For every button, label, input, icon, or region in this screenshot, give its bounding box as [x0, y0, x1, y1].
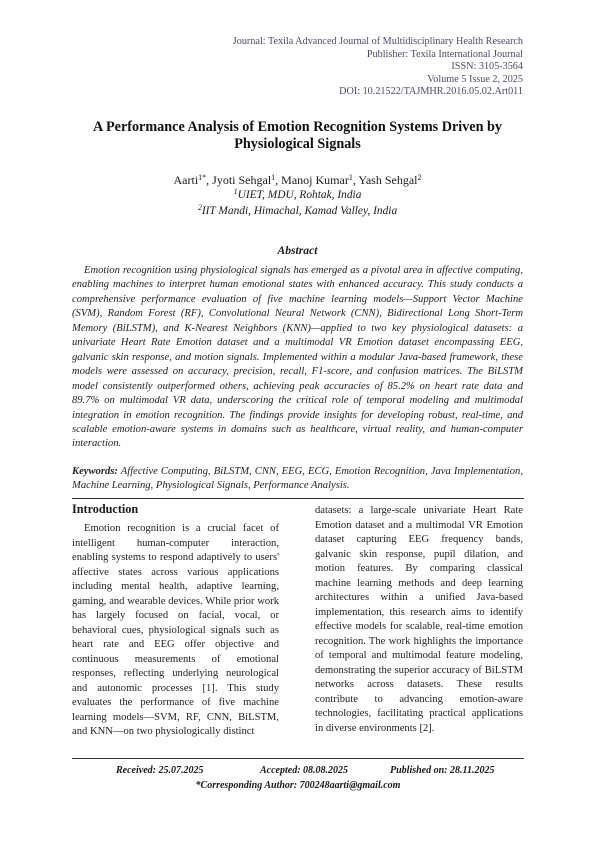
affiliation-mark: 1: [233, 187, 238, 196]
affiliation-mark: 2: [197, 203, 202, 212]
introduction-heading: Introduction: [72, 502, 139, 516]
journal-publisher: Publisher: Texila International Journal: [366, 48, 523, 60]
author-affiliation-mark: 1: [348, 173, 353, 182]
received-date: Received: 25.07.2025: [116, 765, 204, 776]
corresponding-author: *Corresponding Author: 700248aarti@gmail.com: [195, 780, 401, 791]
abstract-heading: Abstract: [277, 244, 318, 257]
author-list: Aarti$^{1*}$, Jyoti Sehgal$^1$, Manoj Kumar$^1$, Yash Sehgal$^2$: [173, 173, 422, 187]
introduction-left-column: Emotion recognition is a crucial facet of intelligent human-computer interaction, enabling systems to respond adaptively to users' affective states across various applications including mental health, adaptive learning, gaming, and wearable devices. While prior work has largely focused on facial, vocal, or behavioral cues, physiological signals such as heart rate and EEG offer objective and continuous measurements of emotional responses, reflecting underlying neurological and autonomic processes [1]. This study evaluates the performance of five machine learning models—SVM, RF, CNN, BiLSTM, and KNN—on two physiologically distinct: [72, 523, 279, 737]
affiliation-text: IIT Mandi, Himachal, Kamad Valley, India: [201, 205, 398, 217]
author-name: Manoj Kumar: [281, 173, 349, 187]
author-name: Jyoti Sehgal: [212, 173, 272, 187]
affiliation-1: [70, 188, 525, 202]
keywords-label: Keywords:: [72, 466, 118, 477]
author-name: Aarti: [173, 173, 199, 187]
author-name: Yash Sehgal: [358, 173, 418, 187]
author-affiliation-mark: 1: [271, 173, 276, 182]
introduction-right-column: datasets: a large-scale univariate Heart Rate Emotion dataset and a multimodal VR Emotion dataset capturing EEG frequency bands, galvanic skin response, pupil dilation, and motion features. By comparing classical machine learning methods and deep learning architectures within a unified Java-based implementation, this research aims to identify effective models for scalable, real-time emotion recognition. The work highlights the importance of temporal and multimodal feature modeling, demonstrating the superior accuracy of BiLSTM networks across datasets. These results contribute to advancing emotion-aware technologies, facilitating practical applications in diverse environments [2].: [315, 505, 523, 734]
accepted-date: Accepted: 08.08.2025: [260, 765, 349, 776]
journal-volume: Volume 5 Issue 2, 2025: [427, 73, 523, 85]
published-date: Published on: 28.11.2025: [390, 765, 495, 776]
journal-name: Journal: Texila Advanced Journal of Multidisciplinary Health Research: [232, 36, 523, 47]
journal-issn: ISSN: 3105-3564: [451, 61, 523, 73]
affiliation-text: UIET, MDU, Rohtak, India: [237, 189, 362, 201]
footer-divider: [72, 758, 524, 759]
publication-dates: [72, 765, 524, 779]
paper-title: A Performance Analysis of Emotion Recognition Systems Driven by Physiological Signals: [92, 119, 503, 152]
section-divider: [72, 498, 524, 499]
journal-header: [233, 36, 523, 99]
journal-doi: DOI: 10.21522/TAJMHR.2016.05.02.Art011: [339, 86, 523, 98]
keywords: [72, 465, 523, 494]
author-affiliation-mark: 2: [417, 173, 422, 182]
affiliation-2: [70, 204, 525, 218]
author-affiliation-mark: 1*: [198, 173, 207, 182]
keywords-text: Affective Computing, BiLSTM, CNN, EEG, ECG, Emotion Recognition, Java Implementation, Machine Learning, Physiological Signals, Performance Analysis.: [72, 466, 523, 492]
abstract-body: Emotion recognition using physiological signals has emerged as a pivotal area in affective computing, enabling machines to interpret human emotional states with enhanced accuracy. This study conducts a comprehensive performance evaluation of five machine learning models—Support Vector Machine (SVM), Random Forest (RF), Convolutional Neural Network (CNN), Bidirectional Long Short-Term Memory (BiLSTM), and K-Nearest Neighbors (KNN)—applied to two key physiological datasets: a univariate Heart Rate Emotion dataset and a multimodal VR Emotion dataset encompassing EEG, galvanic skin response, and motion signals. Implemented within a modular Java-based framework, these models were assessed on accuracy, precision, recall, F1-score, and confusion matrices. The BiLSTM model consistently outperformed others, achieving peak accuracies of 85.2% on heart rate data and 89.7% on multimodal VR data, underscoring the critical role of temporal modeling and multimodal integration in emotion recognition. The findings provide insights for developing robust, real-time, and scalable emotion-aware systems in domains such as healthcare, virtual reality, and human-computer interaction.: [72, 265, 523, 450]
